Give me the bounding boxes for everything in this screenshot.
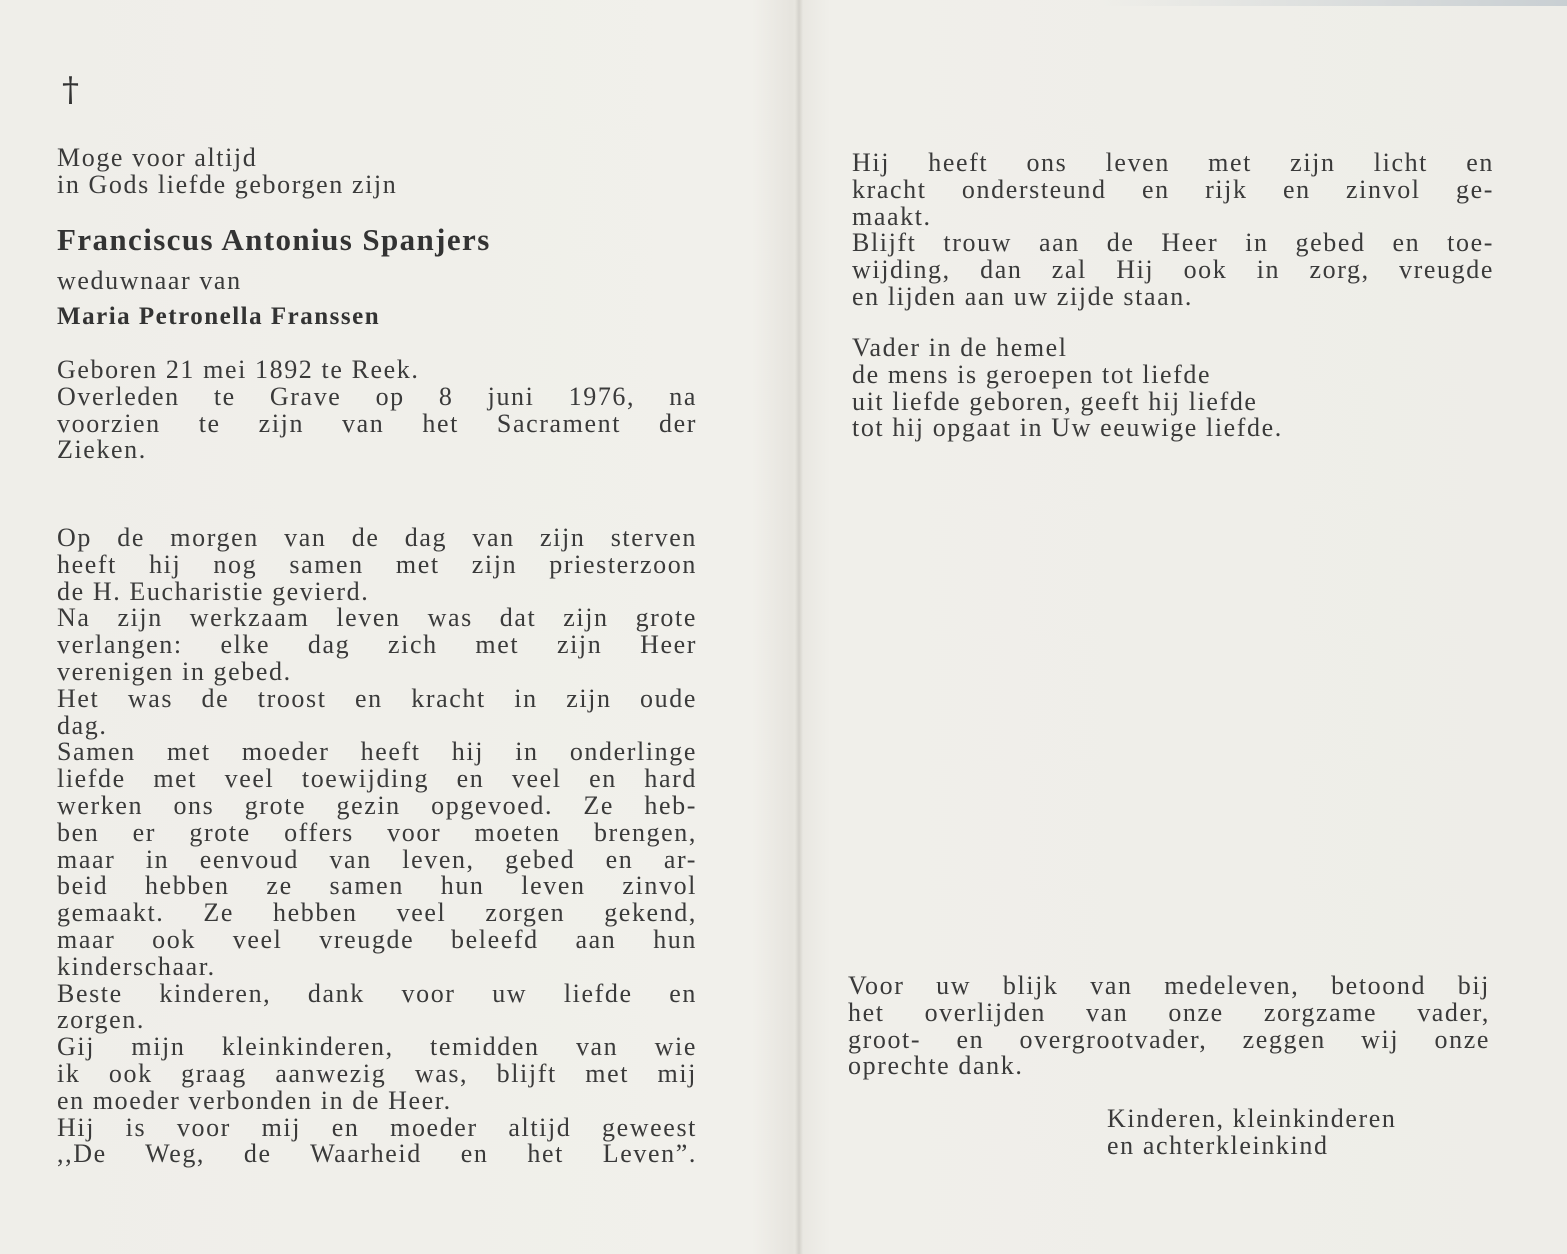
prayer-text bbox=[852, 335, 1283, 442]
tribute-line: Samen met moeder heeft hij in onderlinge bbox=[57, 737, 697, 767]
tribute-line: gemaakt. Ze hebben veel zorgen gekend, bbox=[57, 898, 697, 928]
verse-line: Hij heeft ons leven met zijn licht en bbox=[852, 148, 1494, 177]
prayer-line: uit liefde geboren, geeft hij liefde bbox=[852, 386, 1258, 416]
tribute-text bbox=[57, 525, 697, 1168]
signature bbox=[1107, 1106, 1397, 1160]
spouse-name: Maria Petronella Franssen bbox=[57, 303, 381, 330]
verse-line: kracht ondersteund en rijk en zinvol ge- bbox=[852, 174, 1494, 204]
relation-line: weduwnaar van bbox=[57, 266, 242, 295]
tribute-line: en moeder verbonden in de Heer. bbox=[57, 1085, 452, 1115]
thanks-text bbox=[848, 973, 1490, 1080]
tribute-line: werken ons grote gezin opgevoed. Ze heb- bbox=[57, 790, 697, 820]
tribute-line: Hij is voor mij en moeder altijd geweest bbox=[57, 1112, 697, 1142]
verse-line: maakt. bbox=[852, 201, 932, 231]
life-dates bbox=[57, 357, 697, 464]
prayer-line: de mens is geroepen tot liefde bbox=[852, 359, 1212, 389]
center-fold bbox=[795, 0, 803, 1254]
thanks-line: groot- en overgrootvader, zeggen wij onze bbox=[848, 1024, 1490, 1054]
relation-text bbox=[57, 268, 242, 295]
signature-line: en achterkleinkind bbox=[1107, 1130, 1329, 1160]
opening-line: Moge voor altijd bbox=[57, 143, 258, 172]
life-dates-line: Overleden te Grave op 8 juni 1976, na bbox=[57, 381, 697, 411]
prayer-line: tot hij opgaat in Uw eeuwige liefde. bbox=[852, 413, 1283, 443]
tribute-line: Op de morgen van de dag van zijn sterven bbox=[57, 523, 697, 552]
verse-line: en lijden aan uw zijde staan. bbox=[852, 281, 1193, 311]
tribute-line: liefde met veel toewijding en veel en hard bbox=[57, 764, 697, 794]
prayer-line: Vader in de hemel bbox=[852, 333, 1068, 362]
tribute-line: Het was de troost en kracht in zijn oude bbox=[57, 683, 697, 713]
top-edge-strip bbox=[1097, 0, 1567, 6]
opening-verse bbox=[57, 145, 397, 199]
tribute-line: maar in eenvoud van leven, gebed en ar- bbox=[57, 844, 697, 874]
tribute-line: Gij mijn kleinkinderen, temidden van wie bbox=[57, 1032, 697, 1062]
tribute-line: maar ook veel vreugde beleefd aan hun bbox=[57, 924, 697, 954]
opening-line: in Gods liefde geborgen zijn bbox=[57, 169, 398, 199]
tribute-line: verlangen: elke dag zich met zijn Heer bbox=[57, 630, 697, 660]
tribute-line: Beste kinderen, dank voor uw liefde en bbox=[57, 978, 697, 1008]
tribute-line: ben er grote offers voor moeten brengen, bbox=[57, 817, 697, 847]
life-dates-line: Zieken. bbox=[57, 435, 147, 465]
deceased-name: Franciscus Antonius Spanjers bbox=[57, 222, 491, 257]
tribute-line: heeft hij nog samen met zijn priesterzoon bbox=[57, 549, 697, 579]
verse-text bbox=[852, 150, 1494, 311]
verse-line: Blijft trouw aan de Heer in gebed en toe- bbox=[852, 228, 1494, 258]
life-dates-line: voorzien te zijn van het Sacrament der bbox=[57, 408, 697, 438]
tribute-line: ik ook graag aanwezig was, blijft met mij bbox=[57, 1058, 697, 1088]
cross-icon: † bbox=[62, 70, 79, 110]
verse-line: wijding, dan zal Hij ook in zorg, vreugde bbox=[852, 255, 1494, 285]
tribute-line: ,,De Weg, de Waarheid en het Leven”. bbox=[57, 1139, 697, 1169]
tribute-line: kinderschaar. bbox=[57, 951, 216, 981]
tribute-line: dag. bbox=[57, 710, 108, 740]
thanks-line: het overlijden van onze zorgzame vader, bbox=[848, 997, 1490, 1027]
tribute-line: Na zijn werkzaam leven was dat zijn grote bbox=[57, 603, 697, 633]
tribute-line: beid hebben ze samen hun leven zinvol bbox=[57, 871, 697, 901]
tribute-line: de H. Eucharistie gevierd. bbox=[57, 576, 370, 606]
tribute-line: verenigen in gebed. bbox=[57, 656, 292, 686]
thanks-line: Voor uw blijk van medeleven, betoond bij bbox=[848, 971, 1490, 1000]
tribute-line: zorgen. bbox=[57, 1005, 145, 1035]
thanks-line: oprechte dank. bbox=[848, 1051, 1024, 1081]
life-dates-line: Geboren 21 mei 1892 te Reek. bbox=[57, 355, 420, 384]
signature-line: Kinderen, kleinkinderen bbox=[1107, 1104, 1397, 1133]
